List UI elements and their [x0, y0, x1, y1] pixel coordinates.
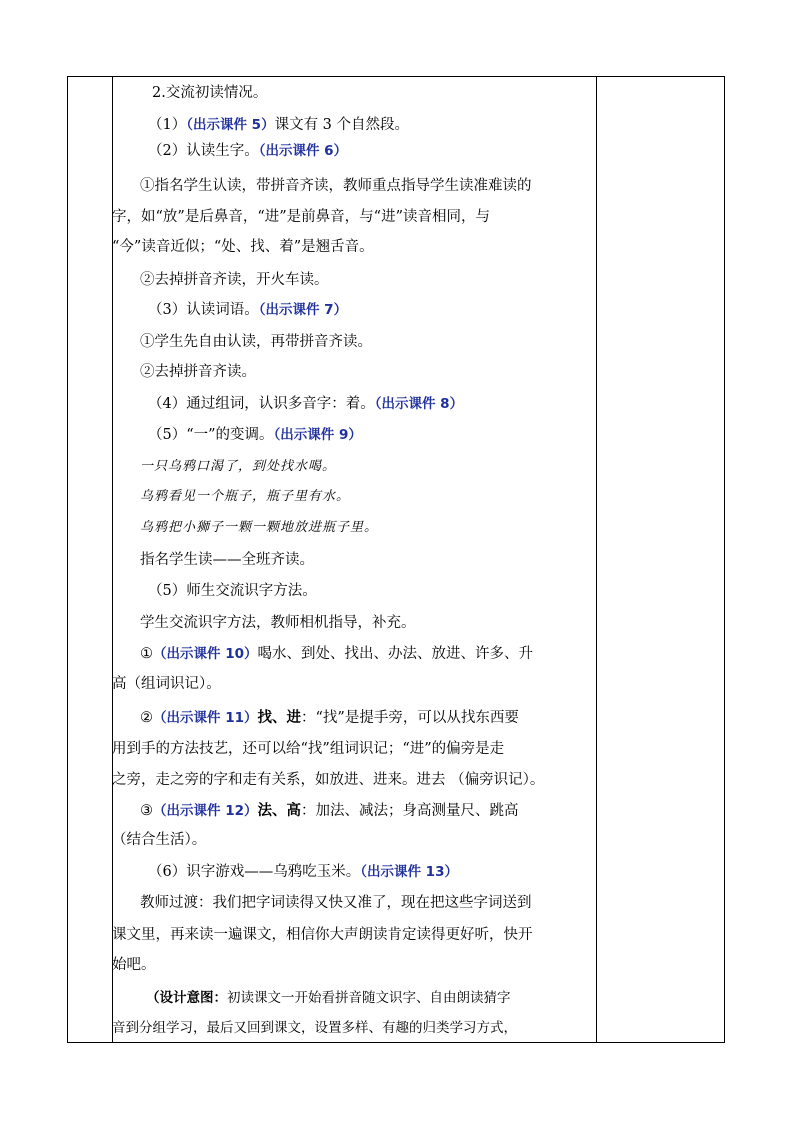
step-2: （2）认读生字。（出示课件 6）	[148, 143, 348, 159]
paragraph-line: 始吧。	[112, 957, 156, 973]
paragraph-line: 高（组词识记）。	[112, 676, 221, 692]
courseware-ref: （出示课件 10）	[153, 646, 258, 662]
paragraph-line: 之旁，走之旁的字和走有关系，如放进、进来。进去 （偏旁识记）。	[112, 772, 545, 788]
paragraph-line: ①学生先自由认读，再带拼音齐读。	[140, 334, 372, 350]
step-1: （1）（出示课件 5）课文有 3 个自然段。	[148, 117, 410, 133]
method-2: ②（出示课件 11）找、进：“找”是提手旁，可以从找东西要	[140, 709, 519, 726]
paragraph-line: 课文里，再来读一遍课文，相信你大声朗读肯定读得更好听，快开	[112, 927, 533, 943]
section-heading: 2.交流初读情况。	[152, 85, 268, 101]
courseware-ref: （出示课件 7）	[258, 302, 348, 318]
design-intent: （设计意图：初读课文一开始看拼音随文识字、自由朗读猜字	[146, 990, 511, 1006]
example-sentence: 乌鸦把小狮子一颗一颗地放进瓶子里。	[140, 520, 379, 535]
courseware-ref: （出示课件 12）	[153, 803, 258, 819]
step-6: （6）识字游戏——乌鸦吃玉米。（出示课件 13）	[148, 864, 458, 880]
paragraph-line: （结合生活）。	[112, 832, 207, 848]
teaching-process-cell	[112, 76, 596, 1043]
method-3: ③（出示课件 12）法、高：加法、减法；身高测量尺、跳高	[140, 802, 519, 819]
courseware-ref: （出示课件 8）	[374, 396, 464, 412]
paragraph-line: 字，如“放”是后鼻音，“进”是前鼻音，与“进”读音相同，与	[112, 209, 490, 225]
column-divider-2	[596, 77, 597, 1042]
step-5b: （5）师生交流识字方法。	[148, 583, 317, 599]
paragraph-line: ②去掉拼音齐读，开火车读。	[140, 272, 329, 288]
example-sentence: 一只乌鸦口渴了，到处找水喝。	[140, 459, 337, 474]
paragraph-line: 教师过渡：我们把字词读得又快又准了，现在把这些字词送到	[140, 895, 532, 911]
paragraph-line: 学生交流识字方法，教师相机指导，补充。	[140, 615, 416, 631]
courseware-ref: （出示课件 5）	[186, 117, 275, 133]
design-intent-line: 音到分组学习，最后又回到课文，设置多样、有趣的归类学习方式，	[112, 1020, 517, 1036]
courseware-ref: （出示课件 9）	[273, 427, 362, 443]
paragraph-line: 用到手的方法技艺，还可以给“找”组词识记；“进”的偏旁是走	[112, 741, 505, 757]
method-1: ①（出示课件 10）喝水、到处、找出、办法、放进、许多、升	[140, 646, 533, 662]
step-4: （4）通过组词，认识多音字：着。（出示课件 8）	[148, 396, 464, 412]
example-sentence: 乌鸦看见一个瓶子，瓶子里有水。	[140, 489, 351, 504]
courseware-ref: （出示课件 13）	[360, 864, 458, 880]
step-3: （3）认读词语。（出示课件 7）	[148, 302, 348, 318]
step-5: （5）“一”的变调。（出示课件 9）	[148, 427, 362, 443]
paragraph-line: ②去掉拼音齐读。	[140, 364, 256, 380]
paragraph-line: ①指名学生认读，带拼音齐读，教师重点指导学生读准难读的	[140, 178, 532, 194]
paragraph-line: “今”读音近似；“处、找、着”是翘舌音。	[112, 239, 374, 255]
paragraph-line: 指名学生读——全班齐读。	[140, 552, 314, 568]
courseware-ref: （出示课件 6）	[258, 143, 348, 159]
courseware-ref: （出示课件 11）	[153, 710, 258, 726]
